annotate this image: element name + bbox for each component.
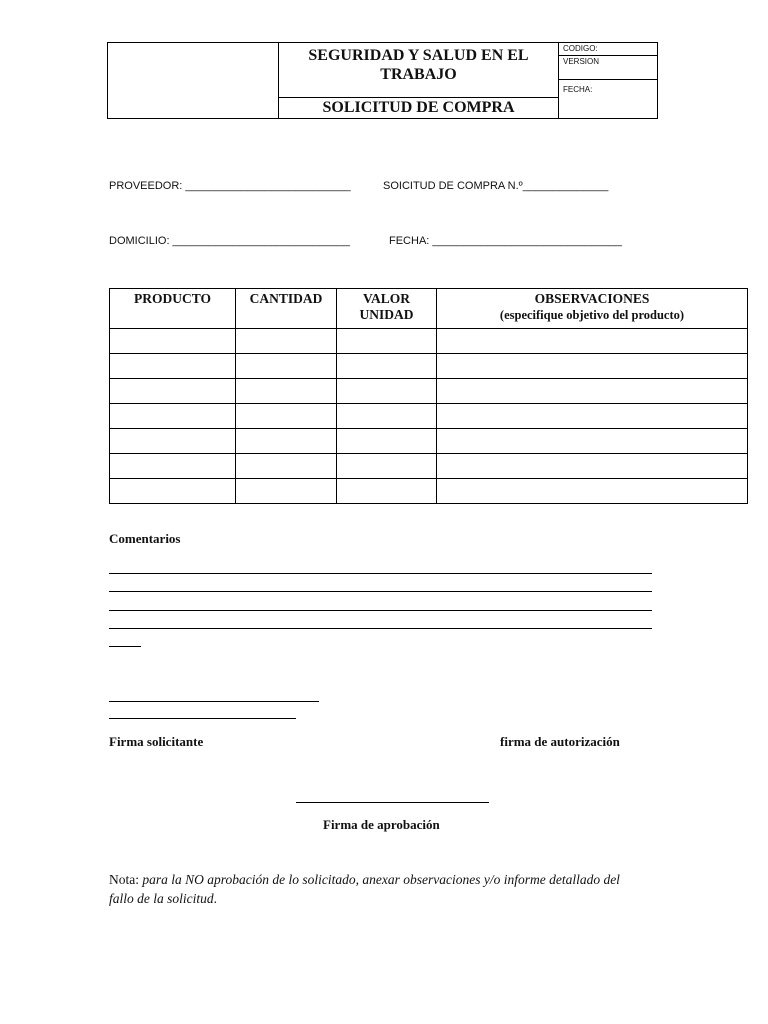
table-cell[interactable]: [110, 429, 236, 454]
signature-label-autorizacion: firma de autorización: [500, 734, 620, 749]
table-cell[interactable]: [236, 479, 337, 504]
note-text: para la NO aprobación de lo solicitado, anexar observaciones y/o informe detallado del fallo de la solicitud: [109, 872, 620, 906]
table-row: [110, 479, 748, 504]
meta-version: VERSION: [559, 56, 657, 80]
note-paragraph: [109, 870, 629, 908]
comments-label: Comentarios: [109, 531, 181, 546]
table-row: [110, 329, 748, 354]
table-cell[interactable]: [337, 379, 437, 404]
table-cell[interactable]: [437, 379, 748, 404]
header-subtitle: SOLICITUD DE COMPRA: [279, 98, 559, 118]
table-cell[interactable]: [437, 329, 748, 354]
table-cell[interactable]: [437, 479, 748, 504]
table-cell[interactable]: [437, 429, 748, 454]
signature-label-solicitante: Firma solicitante: [109, 734, 204, 749]
table-row: [110, 429, 748, 454]
product-table: [109, 288, 748, 504]
comment-line[interactable]: [109, 610, 652, 611]
domicilio-field[interactable]: DOMICILIO: _____________________________: [109, 235, 350, 247]
column-header-valor-unidad: VALOR UNIDAD: [337, 289, 437, 329]
signature-line-solicitante[interactable]: [109, 701, 319, 702]
table-row: [110, 404, 748, 429]
table-cell[interactable]: [236, 379, 337, 404]
table-cell[interactable]: [110, 329, 236, 354]
column-header-cantidad: CANTIDAD: [236, 289, 337, 329]
signature-line-solicitante-2[interactable]: [109, 718, 296, 719]
table-cell[interactable]: [110, 404, 236, 429]
table-cell[interactable]: [110, 354, 236, 379]
column-header-observaciones: OBSERVACIONES (especifique objetivo del producto): [437, 289, 748, 329]
table-cell[interactable]: [236, 429, 337, 454]
note-prefix: Nota:: [109, 872, 139, 887]
table-cell[interactable]: [110, 479, 236, 504]
table-cell[interactable]: [437, 354, 748, 379]
solicitud-numero-field[interactable]: SOICITUD DE COMPRA N.º______________: [383, 180, 609, 192]
meta-codigo: CODIGO:: [559, 43, 657, 56]
table-cell[interactable]: [337, 479, 437, 504]
table-cell[interactable]: [337, 454, 437, 479]
fecha-field[interactable]: FECHA: _______________________________: [389, 235, 623, 247]
table-cell[interactable]: [337, 354, 437, 379]
proveedor-field[interactable]: PROVEEDOR: ___________________________: [109, 180, 351, 192]
table-cell[interactable]: [236, 404, 337, 429]
table-row: [110, 379, 748, 404]
table-cell[interactable]: [337, 429, 437, 454]
comment-line[interactable]: [109, 573, 652, 574]
table-cell[interactable]: [337, 329, 437, 354]
signature-label-aprobacion: Firma de aprobación: [323, 817, 440, 832]
meta-fecha: FECHA:: [563, 85, 593, 94]
table-row: [110, 354, 748, 379]
observaciones-hint: (especifique objetivo del producto): [499, 308, 685, 322]
table-cell[interactable]: [337, 404, 437, 429]
table-header-row: [110, 289, 748, 329]
comment-line[interactable]: [109, 628, 652, 629]
table-cell[interactable]: [110, 379, 236, 404]
column-header-producto: PRODUCTO: [110, 289, 236, 329]
table-cell[interactable]: [437, 404, 748, 429]
signature-line-aprobacion[interactable]: [296, 802, 489, 803]
comment-line[interactable]: [109, 646, 141, 647]
comment-line[interactable]: [109, 591, 652, 592]
table-cell[interactable]: [110, 454, 236, 479]
table-row: [110, 454, 748, 479]
logo-placeholder: [108, 43, 279, 118]
table-cell[interactable]: [236, 354, 337, 379]
table-cell[interactable]: [236, 454, 337, 479]
table-cell[interactable]: [236, 329, 337, 354]
table-cell[interactable]: [437, 454, 748, 479]
note-suffix: .: [213, 891, 217, 906]
document-header: [107, 42, 658, 119]
header-title: SEGURIDAD Y SALUD EN EL TRABAJO: [279, 43, 559, 98]
